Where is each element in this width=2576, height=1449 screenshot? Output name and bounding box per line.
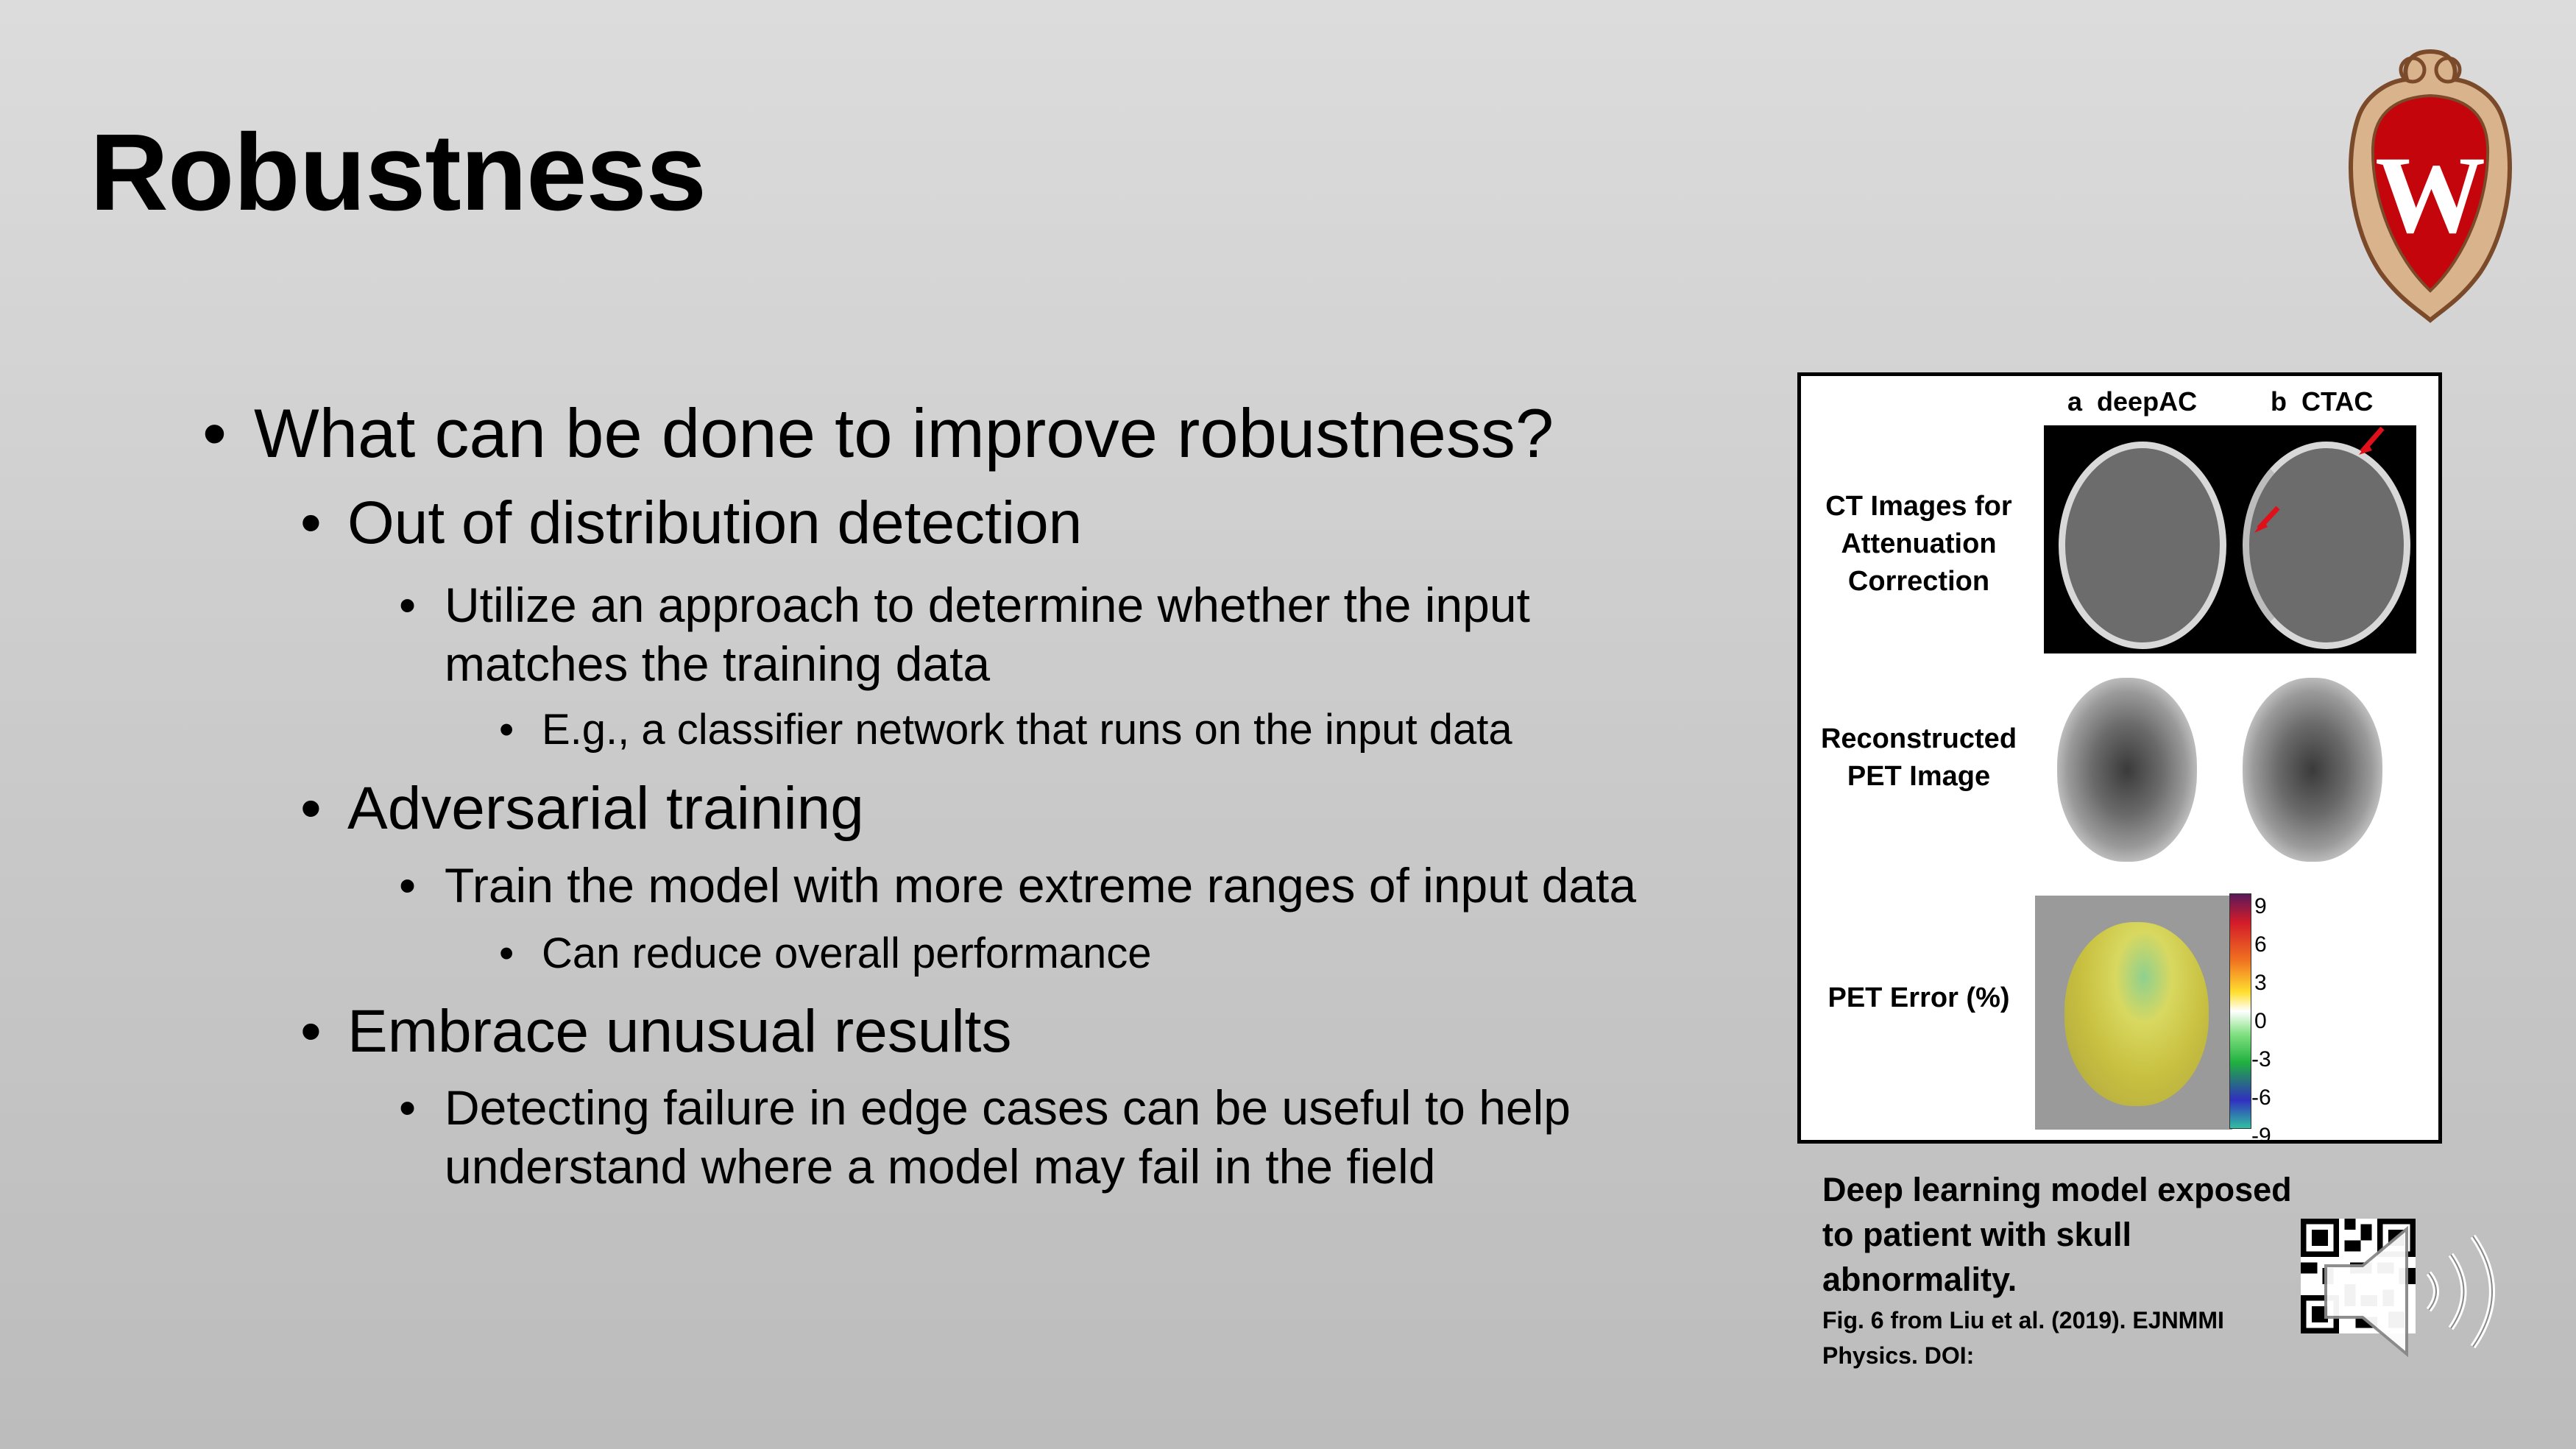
bullet-continuation: understand where a model may fail in the field bbox=[445, 1139, 1436, 1194]
pet-error-map bbox=[2035, 896, 2232, 1130]
bullet-dot: • bbox=[300, 998, 322, 1065]
figure-citation: Fig. 6 from Liu et al. (2019). EJNMMI Physics. DOI: bbox=[1822, 1307, 2224, 1369]
uw-crest-logo bbox=[2336, 37, 2524, 331]
bullet-continuation: matches the training data bbox=[445, 637, 991, 691]
bullet-item bbox=[300, 774, 864, 843]
slide-title: Robustness bbox=[90, 112, 707, 233]
row-label-pet: Reconstructed PET Image bbox=[1820, 723, 2017, 792]
bullet-text: Detecting failure in edge cases can be useful to help bbox=[445, 1080, 1571, 1135]
speaker-audio-icon[interactable] bbox=[2318, 1214, 2517, 1369]
bullet-dot: • bbox=[399, 578, 417, 632]
crest-letter: W bbox=[2375, 134, 2485, 256]
bullet-dot: • bbox=[499, 706, 514, 754]
bullet-text: Can reduce overall performance bbox=[542, 929, 1152, 977]
bullet-item bbox=[300, 997, 1012, 1066]
bullet-dot: • bbox=[399, 1080, 417, 1135]
bullet-text: Out of distribution detection bbox=[347, 489, 1083, 556]
bullet-item bbox=[399, 856, 1637, 915]
pet-image-ctac bbox=[2243, 678, 2382, 862]
bullet-dot: • bbox=[499, 929, 514, 977]
colorbar bbox=[2229, 893, 2251, 1129]
bullet-text: What can be done to improve robustness? bbox=[254, 394, 1554, 472]
bullet-text: Utilize an approach to determine whether the input bbox=[445, 578, 1530, 632]
bullet-item bbox=[202, 394, 1554, 473]
arrow-markers bbox=[2044, 425, 2416, 653]
colorbar-tick: -3 bbox=[2251, 1047, 2271, 1071]
bullet-dot: • bbox=[300, 489, 322, 556]
bullet-item bbox=[300, 489, 1083, 558]
bullet-text: Embrace unusual results bbox=[347, 998, 1012, 1065]
error-overlay bbox=[2064, 922, 2209, 1106]
bullet-text: Train the model with more extreme ranges of input data bbox=[445, 858, 1637, 913]
colorbar-tick: 9 bbox=[2254, 894, 2267, 918]
ct-images bbox=[2044, 425, 2416, 653]
row-label-error: PET Error (%) bbox=[1827, 982, 2010, 1013]
row-label-ct: CT Images for Attenuation Correction bbox=[1825, 491, 2012, 597]
bullet-dot: • bbox=[202, 394, 227, 472]
colorbar-tick: -6 bbox=[2251, 1085, 2271, 1110]
colorbar-tick: 6 bbox=[2254, 932, 2267, 957]
bullet-item bbox=[499, 705, 1512, 754]
column-header-b: b CTAC bbox=[2271, 386, 2374, 417]
bullet-dot: • bbox=[399, 858, 417, 913]
pet-image-deepac bbox=[2057, 678, 2197, 862]
colorbar-tick: 3 bbox=[2254, 971, 2267, 995]
bullet-text: E.g., a classifier network that runs on the input data bbox=[542, 706, 1512, 754]
colorbar-tick: -9 bbox=[2251, 1124, 2271, 1148]
bullet-item bbox=[499, 929, 1152, 978]
figure-caption: Deep learning model exposed to patient with skull abnormality. bbox=[1822, 1171, 2292, 1298]
column-header-a: a deepAC bbox=[2067, 386, 2198, 417]
bullet-item bbox=[399, 1078, 1571, 1137]
bullet-item bbox=[399, 575, 1530, 634]
bullet-dot: • bbox=[300, 775, 322, 842]
colorbar-tick: 0 bbox=[2254, 1009, 2267, 1033]
bullet-text: Adversarial training bbox=[347, 775, 864, 842]
figure-panel bbox=[1797, 372, 2442, 1148]
